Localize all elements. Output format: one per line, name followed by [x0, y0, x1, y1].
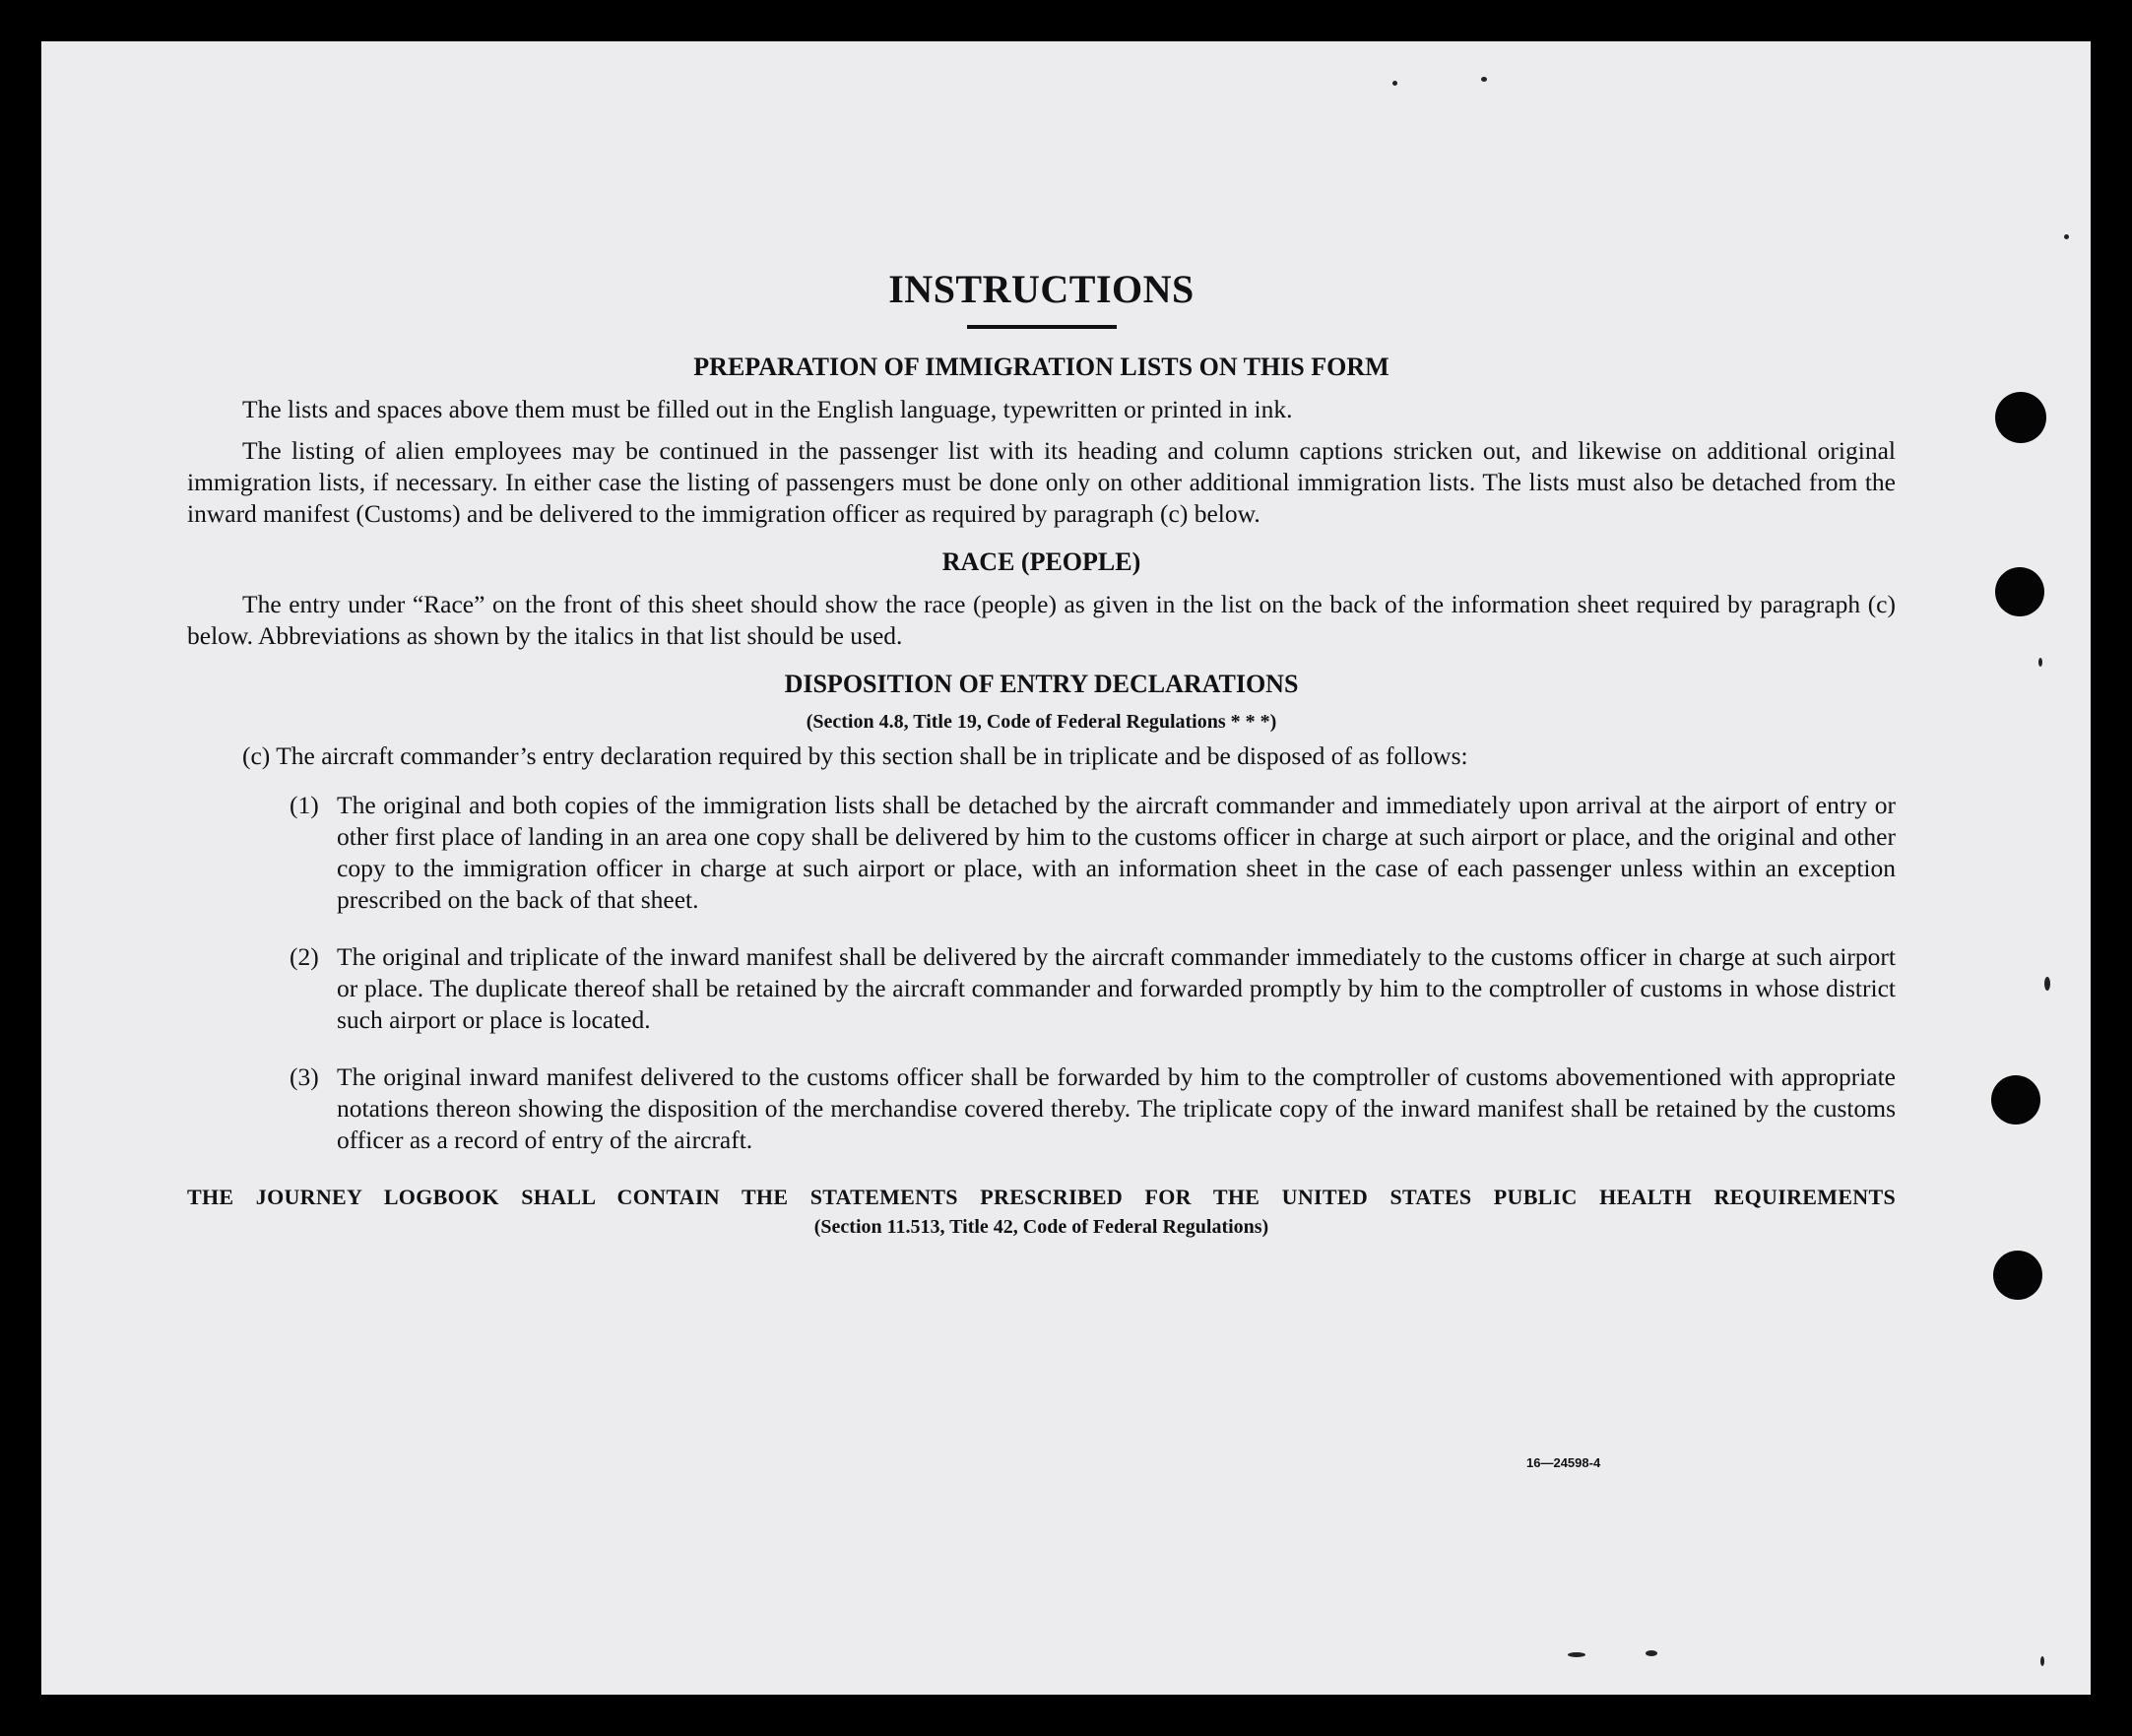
- punch-hole: [1993, 1251, 2042, 1300]
- preparation-heading: PREPARATION OF IMMIGRATION LISTS ON THIS FORM: [693, 353, 1389, 381]
- speck: [1568, 1652, 1585, 1657]
- punch-hole: [1995, 392, 2046, 443]
- disposition-item: [290, 790, 1896, 916]
- disposition-item: [290, 941, 1896, 1036]
- speck: [1392, 81, 1397, 86]
- footer-heading: THE JOURNEY LOGBOOK SHALL CONTAIN THE STATEMENTS PRESCRIBED FOR THE UNITED STATES PUBLIC HEALTH REQUIREMENTS: [187, 1185, 1896, 1209]
- instructions-content: [187, 266, 1896, 1241]
- punch-hole: [1991, 1075, 2040, 1125]
- disposition-clause-c: (c) The aircraft commander’s entry declaration required by this section shall be in triplicate and be disposed of as follows:: [242, 741, 1468, 770]
- page-title: INSTRUCTIONS: [888, 267, 1195, 311]
- disposition-heading: DISPOSITION OF ENTRY DECLARATIONS: [784, 670, 1299, 698]
- footer-subheading: (Section 11.513, Title 42, Code of Federal Regulations): [813, 1216, 1269, 1238]
- speck: [2044, 977, 2050, 991]
- preparation-paragraph-2: The listing of alien employees may be continued in the passenger list with its heading and column captions stricken out, and likewise on additional original immigration lists, if necessary. In either case the listing of passengers must be done only on other additional immigration lists. The lists must also be detached from the inward manifest (Customs) and be delivered to the immigration officer as required by paragraph (c) below.: [187, 436, 1896, 528]
- item-number: (2): [290, 942, 319, 971]
- title-rule: [967, 325, 1117, 329]
- form-number: 16—24598-4: [1526, 1455, 1601, 1470]
- item-text: The original inward manifest delivered to the customs officer shall be forwarded by him to the comptroller of customs abovementioned with appropriate notations thereon showing the disposition of the merchandise covered thereby. The triplicate copy of the inward manifest shall be retained by the customs officer as a record of entry of the aircraft.: [337, 1062, 1896, 1154]
- item-text: The original and triplicate of the inward manifest shall be delivered by the aircraft commander immediately to the customs officer in charge at such airport or place. The duplicate thereof shall be retained by the aircraft commander and forwarded promptly by him to the comptroller of customs in whose district such airport or place is located.: [337, 942, 1896, 1034]
- race-heading: RACE (PEOPLE): [941, 547, 1141, 576]
- speck: [1646, 1650, 1657, 1656]
- disposition-subheading: (Section 4.8, Title 19, Code of Federal Regulations * * *): [806, 711, 1277, 733]
- item-number: (3): [290, 1062, 319, 1091]
- preparation-paragraph-1: The lists and spaces above them must be filled out in the English language, typewritten or printed in ink.: [242, 395, 1293, 423]
- item-number: (1): [290, 791, 319, 819]
- item-text: The original and both copies of the immigration lists shall be detached by the aircraft commander and immediately upon arrival at the airport of entry or other first place of landing in an area one copy shall be delivered by him to the customs officer in charge at such airport or place, and the original and other copy to the immigration officer in charge at such airport or place, with an information sheet in the case of each passenger unless within an exception prescribed on the back of that sheet.: [337, 791, 1896, 914]
- speck: [1481, 77, 1487, 82]
- speck: [2040, 1656, 2044, 1666]
- race-paragraph: The entry under “Race” on the front of this sheet should show the race (people) as given in the list on the back of the information sheet required by paragraph (c) below. Abbreviations as shown by the italics in that list should be used.: [187, 590, 1896, 650]
- disposition-item: [290, 1061, 1896, 1156]
- speck: [2038, 658, 2042, 667]
- punch-hole: [1995, 567, 2044, 616]
- speck: [2064, 234, 2069, 239]
